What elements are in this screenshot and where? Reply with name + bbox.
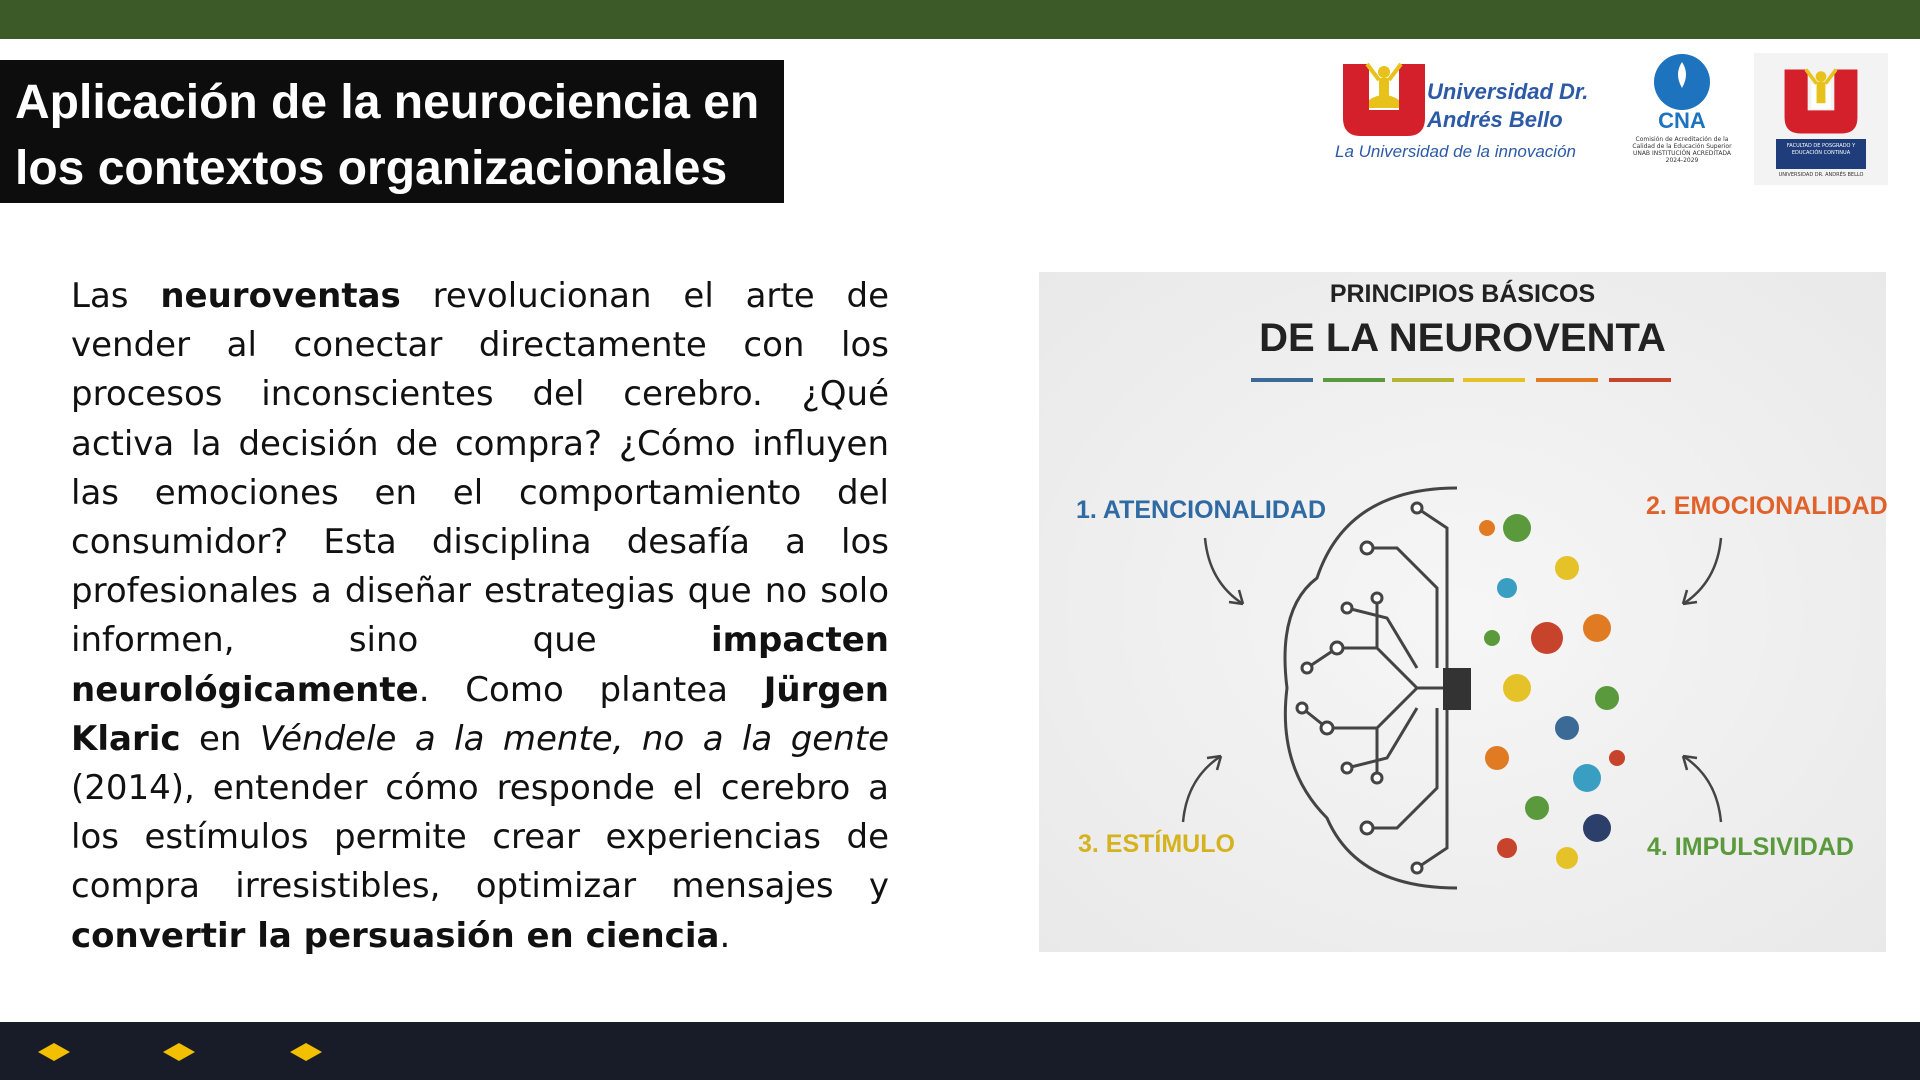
body-text-segment: . <box>418 669 430 710</box>
unab-crest-icon <box>1339 50 1429 140</box>
body-bold-conclusion: convertir la persuasión en ciencia <box>71 915 720 956</box>
principle-3: 3. ESTÍMULO <box>1078 830 1235 858</box>
body-text-segment: revolucionan el arte de vender al conectar directamente con los procesos inconscientes del cerebro. ¿Qué activa la decisión de compra? ¿Cómo influyen las emociones en el comportamiento del consumidor? Esta disciplina desafía a los profesionales a diseñar estrategias que no solo informen, sino que <box>71 276 889 661</box>
logo-group <box>1335 50 1890 190</box>
unab-logo <box>1335 50 1625 180</box>
principle-4: 4. IMPULSIVIDAD <box>1647 833 1854 861</box>
cna-emblem-icon <box>1632 52 1732 132</box>
top-accent-bar <box>0 0 1920 39</box>
brain-circuit-icon <box>1267 468 1657 908</box>
body-book-title: Véndele a la mente, no a la gente <box>259 718 889 759</box>
neuroventa-infographic <box>1039 272 1886 952</box>
unab-tagline: La Universidad de la innovación <box>1335 142 1576 161</box>
cna-caption: Comisión de Acreditación de la Calidad de la Educación Superior UNAB INSTITUCIÓN ACREDITADA 2024-2029 <box>1632 136 1732 164</box>
color-bar <box>1609 378 1671 382</box>
diamond-icon <box>38 1043 70 1061</box>
bottom-bar <box>0 1022 1920 1080</box>
arrow-icon <box>1199 534 1259 614</box>
faculty-crest-icon <box>1781 57 1861 137</box>
body-bold-impacten: impacten neurológicamente <box>71 620 889 710</box>
color-bar <box>1251 378 1313 382</box>
unab-name: Universidad Dr. Andrés Bello <box>1427 79 1589 132</box>
body-paragraph <box>71 272 889 961</box>
principle-1: 1. ATENCIONALIDAD <box>1076 496 1326 524</box>
cna-logo <box>1632 52 1732 182</box>
diamond-icon <box>290 1043 322 1061</box>
principle-2: 2. EMOCIONALIDAD <box>1646 492 1888 520</box>
faculty-logo <box>1754 53 1888 185</box>
body-text-segment: en <box>180 718 260 759</box>
cna-label: CNA <box>1658 108 1706 132</box>
body-text-segment: . <box>719 915 731 956</box>
color-bar <box>1536 378 1598 382</box>
faculty-subtitle: UNIVERSIDAD DR. ANDRÉS BELLO <box>1778 172 1864 178</box>
infographic-title-line2: DE LA NEUROVENTA <box>1259 316 1666 360</box>
arrow-icon <box>1667 748 1727 828</box>
body-text-segment: Las <box>71 276 161 316</box>
body-text-segment: Como plantea <box>465 669 764 710</box>
arrow-icon <box>1177 748 1237 828</box>
color-bar-row <box>1251 378 1671 382</box>
body-text-segment: (2014), entender cómo responde el cerebro a los estímulos permite crear experiencias de compra irresistibles, optimizar mensajes y <box>71 768 889 907</box>
color-bar <box>1323 378 1385 382</box>
faculty-plate: FACULTAD DE POSGRADO Y EDUCACIÓN CONTINUA <box>1776 139 1866 169</box>
body-bold-neuroventas: neuroventas <box>160 276 401 316</box>
slide-title-box <box>0 60 784 203</box>
body-bold-author: Jürgen Klaric <box>71 669 889 759</box>
slide-title: Aplicación de la neurociencia en los contextos organizacionales <box>15 76 760 195</box>
diamond-icon <box>163 1043 195 1061</box>
infographic-title-line1: PRINCIPIOS BÁSICOS <box>1329 280 1596 308</box>
color-bar <box>1392 378 1454 382</box>
arrow-icon <box>1667 534 1727 614</box>
color-bar <box>1463 378 1525 382</box>
